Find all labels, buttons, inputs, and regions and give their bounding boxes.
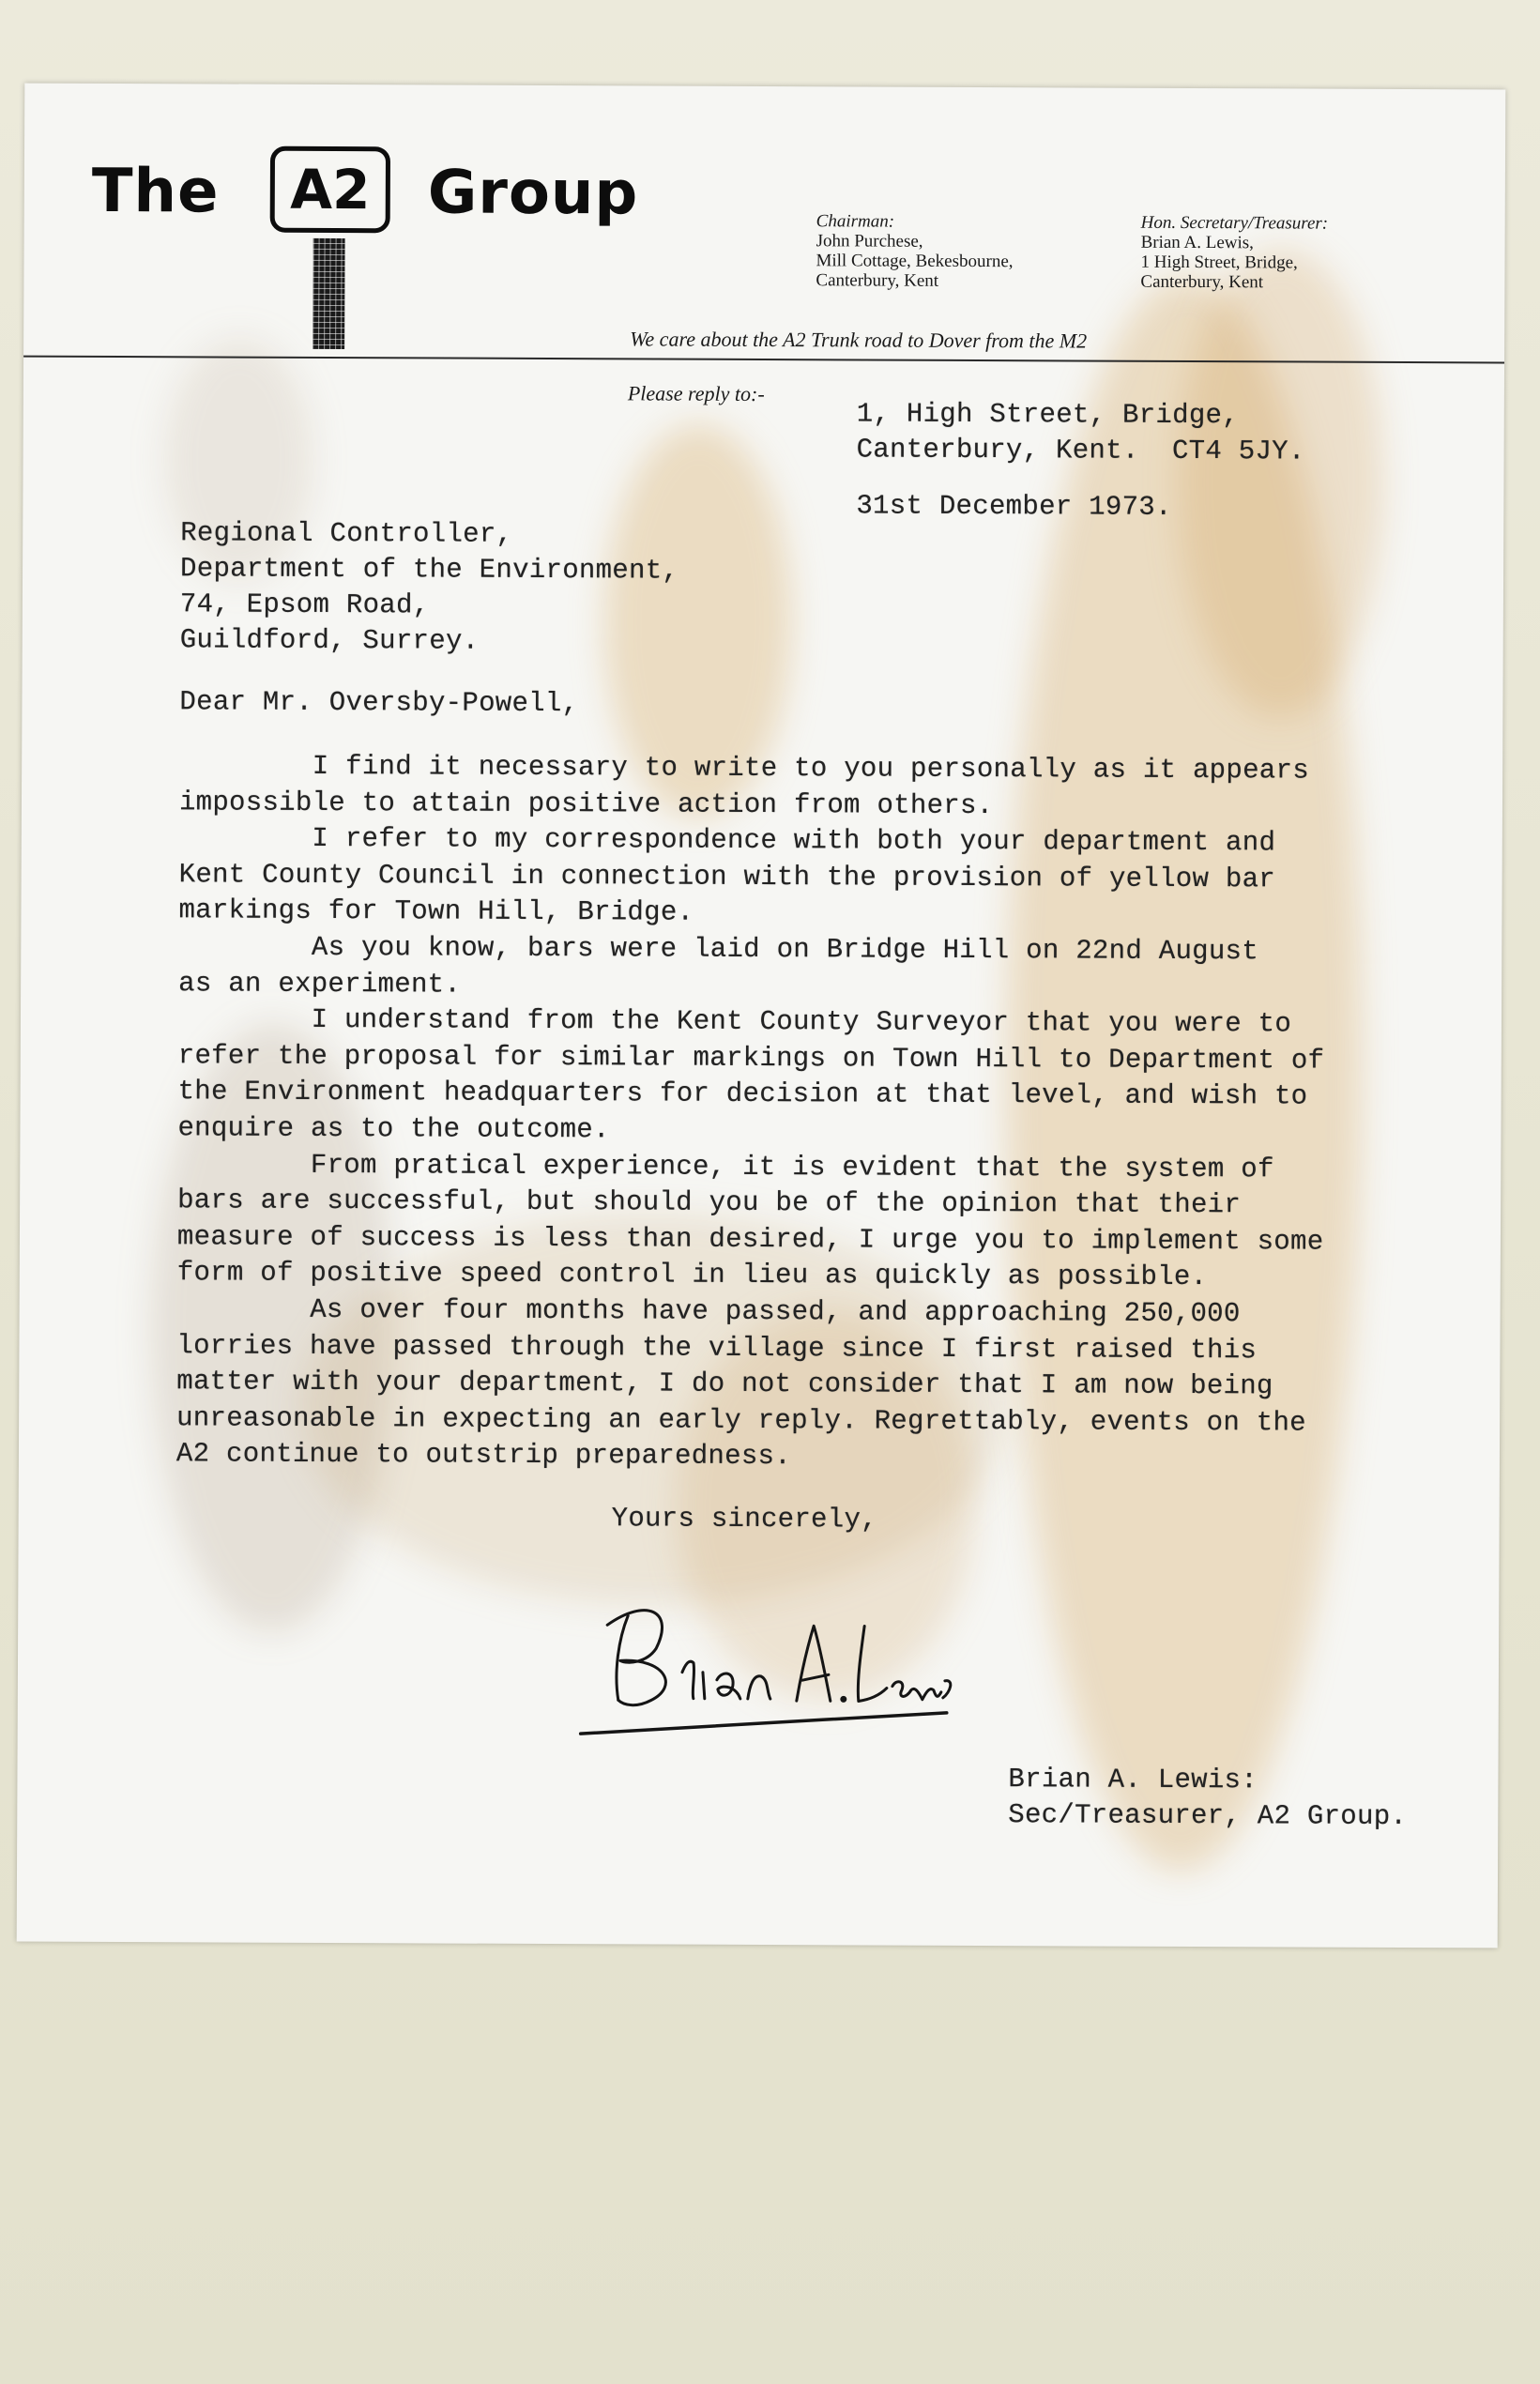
letter-body (176, 748, 1326, 1477)
reply-label: Please reply to:- (627, 381, 765, 406)
salutation: Dear Mr. Oversby-Powell, (179, 686, 579, 720)
body-line: form of positive speed control in lieu as quickly as possible. (176, 1257, 1208, 1293)
tagline: We care about the A2 Trunk road to Dover from the M2 (630, 327, 1088, 353)
body-line: as an experiment. (178, 967, 462, 1001)
chairman-address-line: Mill Cottage, Bekesbourne, (816, 251, 1014, 272)
body-line: impossible to attain positive action from others. (178, 786, 994, 821)
return-address-line: 1, High Street, Bridge, (856, 398, 1240, 432)
recipient-address (180, 515, 679, 660)
body-line: lorries have passed through the village since I first raised this (176, 1329, 1258, 1366)
chairman-address-line: Canterbury, Kent (816, 270, 939, 291)
return-address-line: Canterbury, Kent. CT4 5JY. (856, 434, 1305, 467)
body-line: I understand from the Kent County Surveyor that you were to (177, 1003, 1292, 1040)
recipient-line: Guildford, Surrey. (179, 624, 480, 657)
logo-word-the: The (91, 156, 220, 227)
body-line: From pratical experience, it is evident that the system of (177, 1148, 1274, 1184)
body-line: As you know, bars were laid on Bridge Hill on 22nd August (178, 931, 1259, 968)
closing: Yours sincerely, (611, 1503, 877, 1536)
logo-road-sign-badge: A2 (270, 146, 390, 234)
body-line: I find it necessary to write to you personally as it appears (179, 750, 1310, 787)
chairman-role: Chairman: (816, 211, 895, 232)
secretary-address-line: Canterbury, Kent (1140, 271, 1264, 293)
body-line: refer the proposal for similar markings on Town Hill to Department of (177, 1040, 1325, 1077)
recipient-line: Department of the Environment, (179, 553, 679, 587)
signatory-title: Sec/Treasurer, A2 Group. (1008, 1799, 1408, 1833)
secretary-name: Brian A. Lewis, (1140, 232, 1254, 253)
body-line: Kent County Council in connection with the provision of yellow bar (178, 859, 1276, 895)
return-address (857, 396, 1305, 469)
chairman-block (816, 211, 1013, 291)
body-line: measure of success is less than desired, I urge you to implement some (176, 1221, 1324, 1258)
secretary-role: Hon. Secretary/Treasurer: (1140, 212, 1329, 234)
signatory-name: Brian A. Lewis: (1008, 1764, 1258, 1796)
recipient-line: Regional Controller, (180, 517, 513, 550)
body-line: I refer to my correspondence with both your department and (178, 822, 1276, 859)
handwritten-signature (562, 1568, 967, 1749)
stain (1176, 248, 1384, 718)
logo-signpost-icon (313, 238, 345, 349)
body-line: the Environment headquarters for decision at that level, and wish to (177, 1076, 1308, 1112)
chairman-name: John Purchese, (816, 231, 923, 252)
logo-word-group: Group (427, 158, 639, 229)
secretary-address-line: 1 High Street, Bridge, (1140, 252, 1298, 273)
signatory-block (1008, 1762, 1407, 1835)
body-line: A2 continue to outstrip preparedness. (175, 1438, 792, 1473)
secretary-block (1140, 213, 1328, 293)
body-line: enquire as to the outcome. (177, 1112, 610, 1146)
letter-page (17, 84, 1506, 1948)
recipient-line: 74, Epsom Road, (179, 588, 430, 621)
body-line: unreasonable in expecting an early reply. Regrettably, events on the (176, 1401, 1306, 1439)
letter-date: 31st December 1973. (856, 490, 1172, 523)
body-line: bars are successful, but should you be of the opinion that their (177, 1184, 1242, 1221)
body-line: markings for Town Hill, Bridge. (178, 894, 694, 929)
body-line: matter with your department, I do not consider that I am now being (176, 1366, 1273, 1402)
body-line: As over four months have passed, and approaching 250,000 (176, 1293, 1241, 1330)
